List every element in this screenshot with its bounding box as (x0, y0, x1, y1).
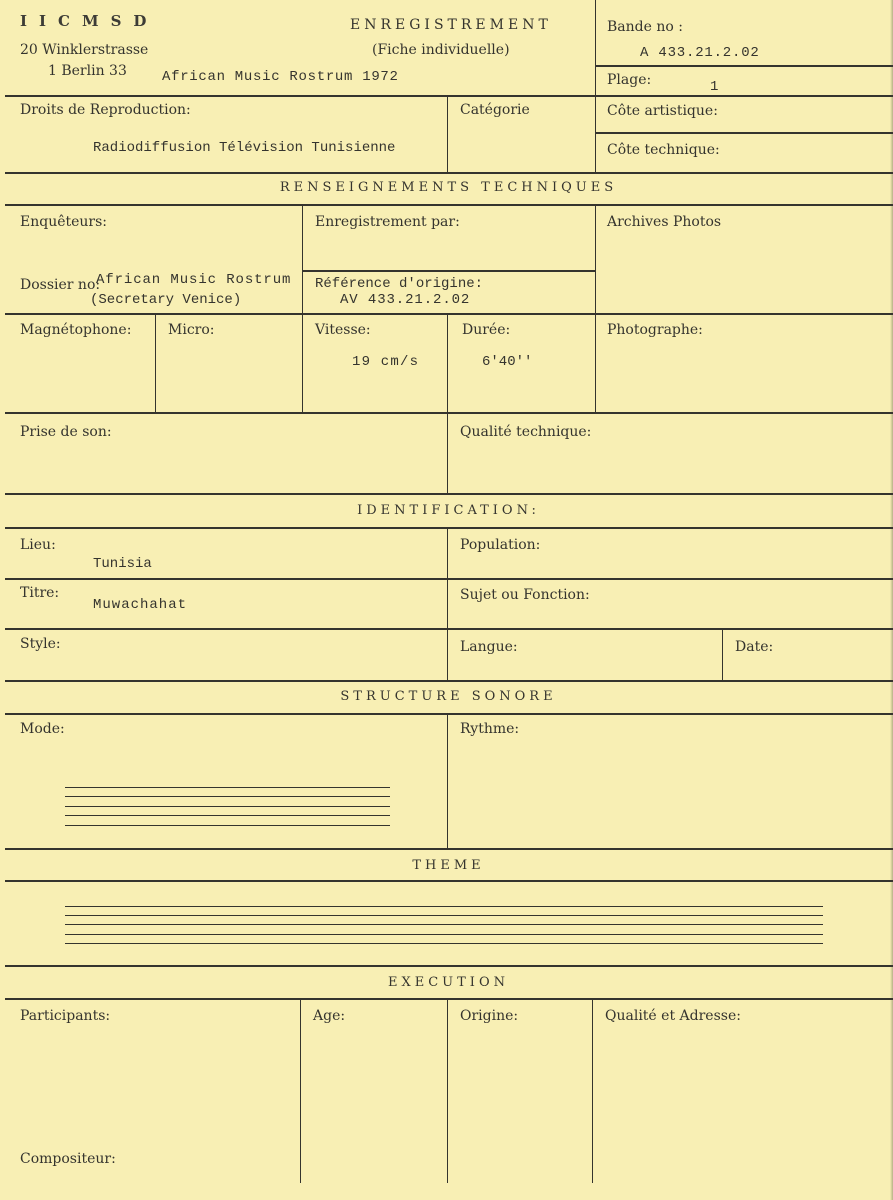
horizontal-rule (5, 628, 893, 630)
microphone-label: Micro: (168, 322, 215, 338)
style-label: Style: (20, 636, 61, 652)
file-number-value: African Music Rostrum (96, 272, 292, 288)
sound-engineer-label: Prise de son: (20, 424, 112, 440)
subject-function-label: Sujet ou Fonction: (460, 587, 590, 603)
date-label: Date: (735, 639, 774, 655)
mode-label: Mode: (20, 721, 65, 737)
investigators-label: Enquêteurs: (20, 214, 108, 230)
vertical-rule (302, 204, 303, 412)
institute-logo: IICMSD (20, 12, 159, 30)
section-heading-theme: THEME (412, 858, 485, 873)
horizontal-rule (5, 493, 893, 495)
participants-label: Participants: (20, 1008, 111, 1024)
collection-name: African Music Rostrum 1972 (162, 69, 399, 85)
mode-staff-line (65, 806, 390, 807)
track-label: Plage: (607, 72, 652, 88)
horizontal-rule (595, 65, 893, 67)
original-reference-value: AV 433.21.2.02 (340, 292, 471, 308)
rhythm-label: Rythme: (460, 721, 520, 737)
language-label: Langue: (460, 639, 518, 655)
horizontal-rule (595, 132, 893, 134)
horizontal-rule (5, 578, 893, 580)
mode-staff-line (65, 815, 390, 816)
card-title: ENREGISTREMENT (350, 17, 552, 33)
quality-address-label: Qualité et Adresse: (605, 1008, 741, 1024)
mode-staff-line (65, 825, 390, 826)
section-heading-execution: EXECUTION (388, 975, 509, 990)
age-label: Age: (313, 1008, 346, 1024)
horizontal-rule (5, 880, 893, 882)
horizontal-rule (5, 713, 893, 715)
duration-label: Durée: (462, 322, 511, 338)
address-city: 1 Berlin 33 (48, 63, 127, 79)
vertical-rule (300, 998, 301, 1183)
tape-number-label: Bande no : (607, 19, 683, 35)
vertical-rule (447, 527, 448, 680)
vertical-rule (447, 713, 448, 848)
horizontal-rule (5, 95, 893, 97)
photo-archives-label: Archives Photos (607, 214, 722, 230)
track-value: 1 (710, 79, 719, 95)
theme-staff-line (65, 943, 823, 944)
speed-value: 19 cm/s (352, 354, 420, 370)
vertical-rule (447, 313, 448, 493)
technical-quality-label: Qualité technique: (460, 424, 592, 440)
theme-staff-line (65, 934, 823, 935)
horizontal-rule (5, 204, 893, 206)
horizontal-rule (5, 998, 893, 1000)
mode-staff-line (65, 796, 390, 797)
vertical-rule (592, 998, 593, 1183)
vertical-rule (447, 998, 448, 1183)
vertical-rule (595, 204, 596, 412)
horizontal-rule (5, 680, 893, 682)
theme-staff-line (65, 906, 823, 907)
reproduction-rights-label: Droits de Reproduction: (20, 102, 191, 118)
vertical-rule (155, 313, 156, 412)
section-heading-technical: RENSEIGNEMENTS TECHNIQUES (279, 180, 618, 195)
recorded-by-label: Enregistrement par: (315, 214, 460, 230)
theme-staff-line (65, 924, 823, 925)
vertical-rule (595, 0, 596, 172)
composer-label: Compositeur: (20, 1151, 116, 1167)
duration-value: 6'40'' (482, 354, 533, 370)
title-label: Titre: (20, 585, 60, 601)
horizontal-rule (5, 965, 893, 967)
file-number-label: Dossier no: (20, 277, 101, 293)
horizontal-rule (5, 313, 893, 315)
speed-label: Vitesse: (315, 322, 371, 338)
vertical-rule (722, 628, 723, 680)
origin-label: Origine: (460, 1008, 519, 1024)
place-label: Lieu: (20, 537, 56, 553)
population-label: Population: (460, 537, 541, 553)
tape-recorder-label: Magnétophone: (20, 322, 132, 338)
section-heading-sound-structure: STRUCTURE SONORE (340, 689, 557, 704)
place-value: Tunisia (93, 556, 152, 572)
tape-number-value: A 433.21.2.02 (640, 45, 760, 61)
card-subtitle: (Fiche individuelle) (372, 42, 510, 58)
original-reference-label: Référence d'origine: (315, 276, 484, 292)
horizontal-rule (5, 527, 893, 529)
horizontal-rule (5, 412, 893, 414)
horizontal-rule (302, 270, 595, 272)
technical-rating-label: Côte technique: (607, 142, 720, 158)
file-number-note: (Secretary Venice) (90, 292, 242, 308)
artistic-rating-label: Côte artistique: (607, 103, 718, 119)
theme-staff-line (65, 915, 823, 916)
address-street: 20 Winklerstrasse (20, 42, 149, 58)
photographer-label: Photographe: (607, 322, 703, 338)
horizontal-rule (5, 172, 893, 174)
category-label: Catégorie (460, 102, 530, 118)
vertical-rule (447, 95, 448, 172)
title-value: Muwachahat (93, 597, 188, 613)
section-heading-identification: IDENTIFICATION: (357, 503, 540, 518)
mode-staff-line (65, 787, 390, 788)
horizontal-rule (5, 848, 893, 850)
reproduction-rights-value: Radiodiffusion Télévision Tunisienne (93, 140, 396, 156)
